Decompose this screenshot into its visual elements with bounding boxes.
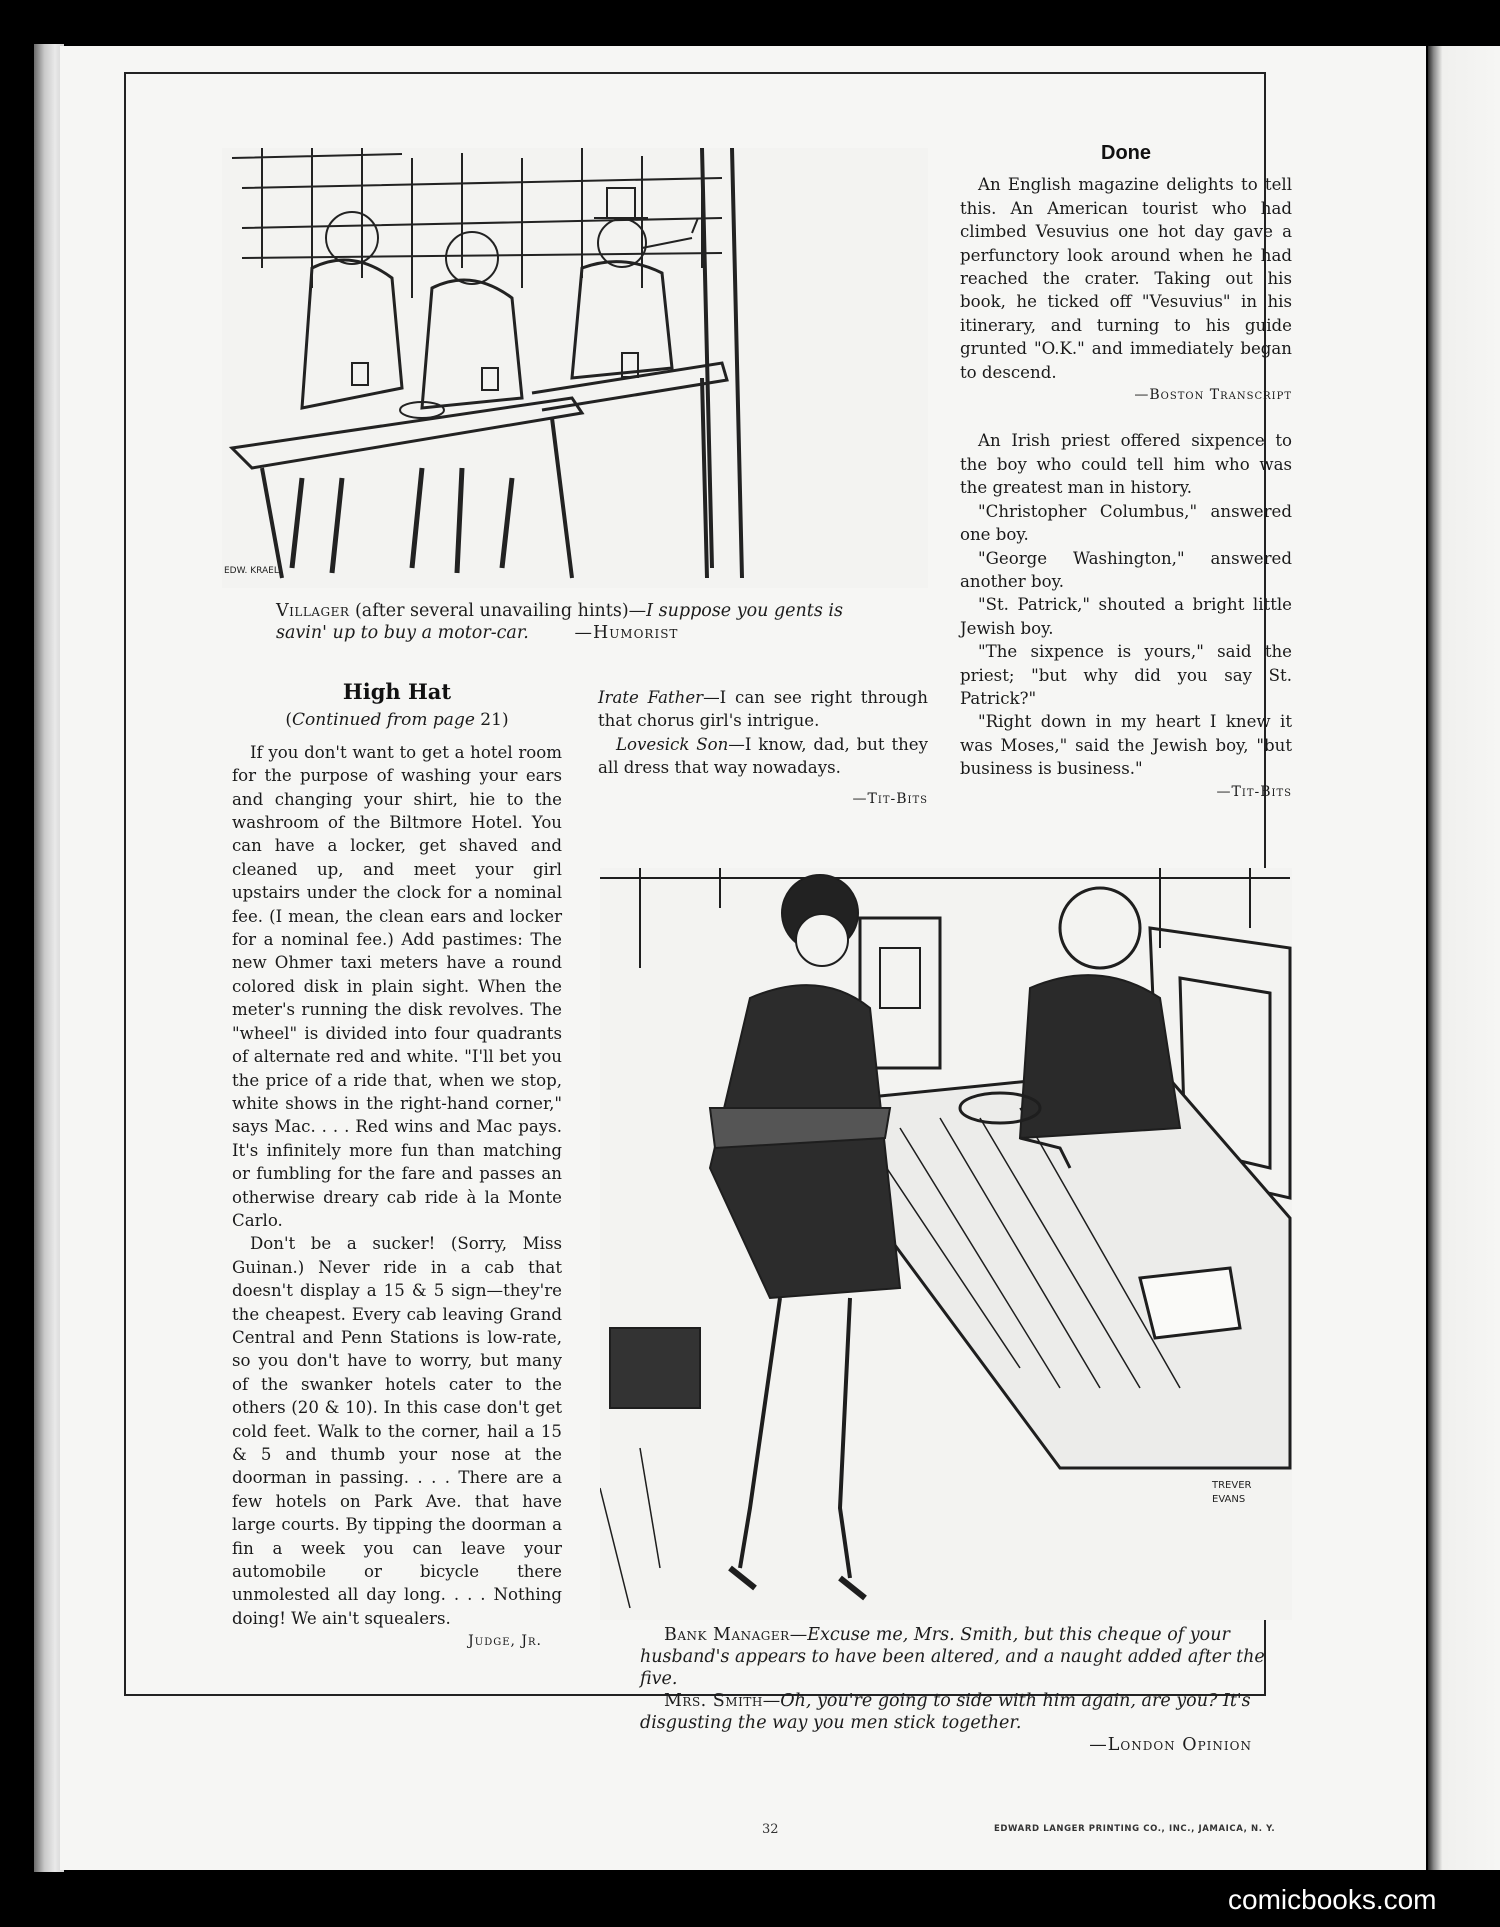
high-hat-continued: (Continued from page 21) bbox=[285, 710, 509, 731]
done-story-2-source: —Tit-Bits bbox=[1216, 783, 1292, 800]
done-story-1: An English magazine delights to tell this. An American tourist who had climbed Vesuvius one hot day gave a perfunctory look around when he had reached the crater. Taking out his book, he ticked off "Vesuvius" in his itinerary, and turning to his guide grunted "O.K." and immediately began to descend. bbox=[960, 175, 1292, 382]
irate-father-joke bbox=[598, 686, 928, 811]
bank-source: —London Opinion bbox=[1089, 1735, 1252, 1755]
irate-line-2: —I know, dad, but they all dress that way nowadays. bbox=[598, 734, 928, 778]
irate-source: —Tit-Bits bbox=[852, 790, 928, 807]
high-hat-title: High Hat bbox=[342, 679, 452, 704]
bank-line-1: —Excuse me, Mrs. Smith, but this cheque of your husband's appears to have been altered, and a naught added after the five. bbox=[640, 1625, 1265, 1689]
continued-text: Continued from page bbox=[292, 710, 475, 731]
printer-credit: EDWARD LANGER PRINTING CO., INC., JAMAICA, N. Y. bbox=[994, 1824, 1276, 1834]
bank-speaker-1: Bank Manager bbox=[664, 1625, 790, 1645]
cartoon-signature-bottom: EVANS bbox=[1212, 1494, 1246, 1505]
cartoon-signature: EDW. KRAEL bbox=[224, 566, 279, 576]
cartoon-signature-top: TREVER bbox=[1212, 1480, 1252, 1491]
done-story-2-para: "George Washington," answered another boy. bbox=[960, 548, 1292, 591]
caption-line: I suppose you gents is savin' up to buy a motor-car. bbox=[276, 601, 843, 643]
cartoon-bank-illustration bbox=[600, 868, 1292, 1620]
caption-source: —Humorist bbox=[574, 623, 679, 643]
cartoon-villager-caption bbox=[276, 600, 896, 644]
high-hat-column bbox=[232, 680, 562, 1654]
bank-speaker-2: Mrs. Smith bbox=[664, 1691, 763, 1711]
next-page-edge bbox=[1428, 46, 1500, 1870]
done-story-2-para: An Irish priest offered sixpence to the boy who could tell him who was the greatest man in history. bbox=[960, 431, 1292, 498]
caption-aside: (after several unavailing hints)— bbox=[354, 601, 647, 621]
irate-speaker-2: Lovesick Son bbox=[616, 734, 729, 754]
page-number: 32 bbox=[762, 1822, 779, 1837]
irate-speaker-1: Irate Father bbox=[598, 688, 704, 707]
cartoon-villager-illustration bbox=[222, 148, 928, 588]
high-hat-paragraph: If you don't want to get a hotel room for the purpose of washing your ears and changing your shirt, hie to the washroom of the Biltmore Hotel. You can have a locker, get shaved and cleaned up, and meet your girl upstairs under the clock for a nominal fee. (I mean, the clean ears and locker for a nominal fee.) Add pastimes: The new Ohmer taxi meters have a round colored disk in plain sight. When the meter's running the disk revolves. The "wheel" is divided into four quadrants of alternate red and white. "I'll bet you the price of a ride that, when we stop, white shows in the right-hand corner," says Mac. . . . Red wins and Mac pays. It's infinitely more fun than matching or fumbling for the fare and passes an otherwise dreary cab ride à la Monte Carlo. bbox=[232, 742, 562, 1230]
continued-page: 21 bbox=[480, 710, 502, 731]
done-title: Done bbox=[1101, 142, 1151, 164]
irate-line-1: —I can see right through that chorus girl's intrigue. bbox=[598, 688, 928, 731]
bank-line-2: —Oh, you're going to side with him again, are you? It's disgusting the way you men stick together. bbox=[640, 1691, 1251, 1733]
done-column bbox=[960, 142, 1292, 804]
caption-speaker: Villager bbox=[276, 601, 350, 621]
site-watermark: comicbooks.com bbox=[1228, 1884, 1437, 1915]
done-story-1-source: —Boston Transcript bbox=[1134, 387, 1292, 404]
high-hat-source: Judge, Jr. bbox=[468, 1633, 542, 1650]
done-story-2-para: "Right down in my heart I knew it was Moses," said the Jewish boy, "but business is business." bbox=[960, 712, 1292, 779]
high-hat-paragraph: Don't be a sucker! (Sorry, Miss Guinan.) Never ride in a cab that doesn't display a 15 & 5 sign—they're the cheapest. Every cab leaving Grand Central and Penn Stations is low-rate, so you don't have to worry, but many of the swanker hotels cater to the others (20 & 10). In this case don't get cold feet. Walk to the corner, hail a 15 & 5 and thumb your nose at the doorman in passing. . . . There are a few hotels on Park Ave. that have large courts. By tipping the doorman a fin a week you can leave your automobile or bicycle there unmolested all day long. . . . Nothing doing! We ain't squealers. bbox=[232, 1234, 562, 1628]
cartoon-bank-caption bbox=[640, 1624, 1280, 1756]
done-story-2-para: "Christopher Columbus," answered one boy. bbox=[960, 501, 1292, 545]
done-story-2-para: "St. Patrick," shouted a bright little Jewish boy. bbox=[960, 595, 1292, 638]
done-story-2-para: "The sixpence is yours," said the priest; "but why did you say St. Patrick?" bbox=[960, 642, 1292, 708]
